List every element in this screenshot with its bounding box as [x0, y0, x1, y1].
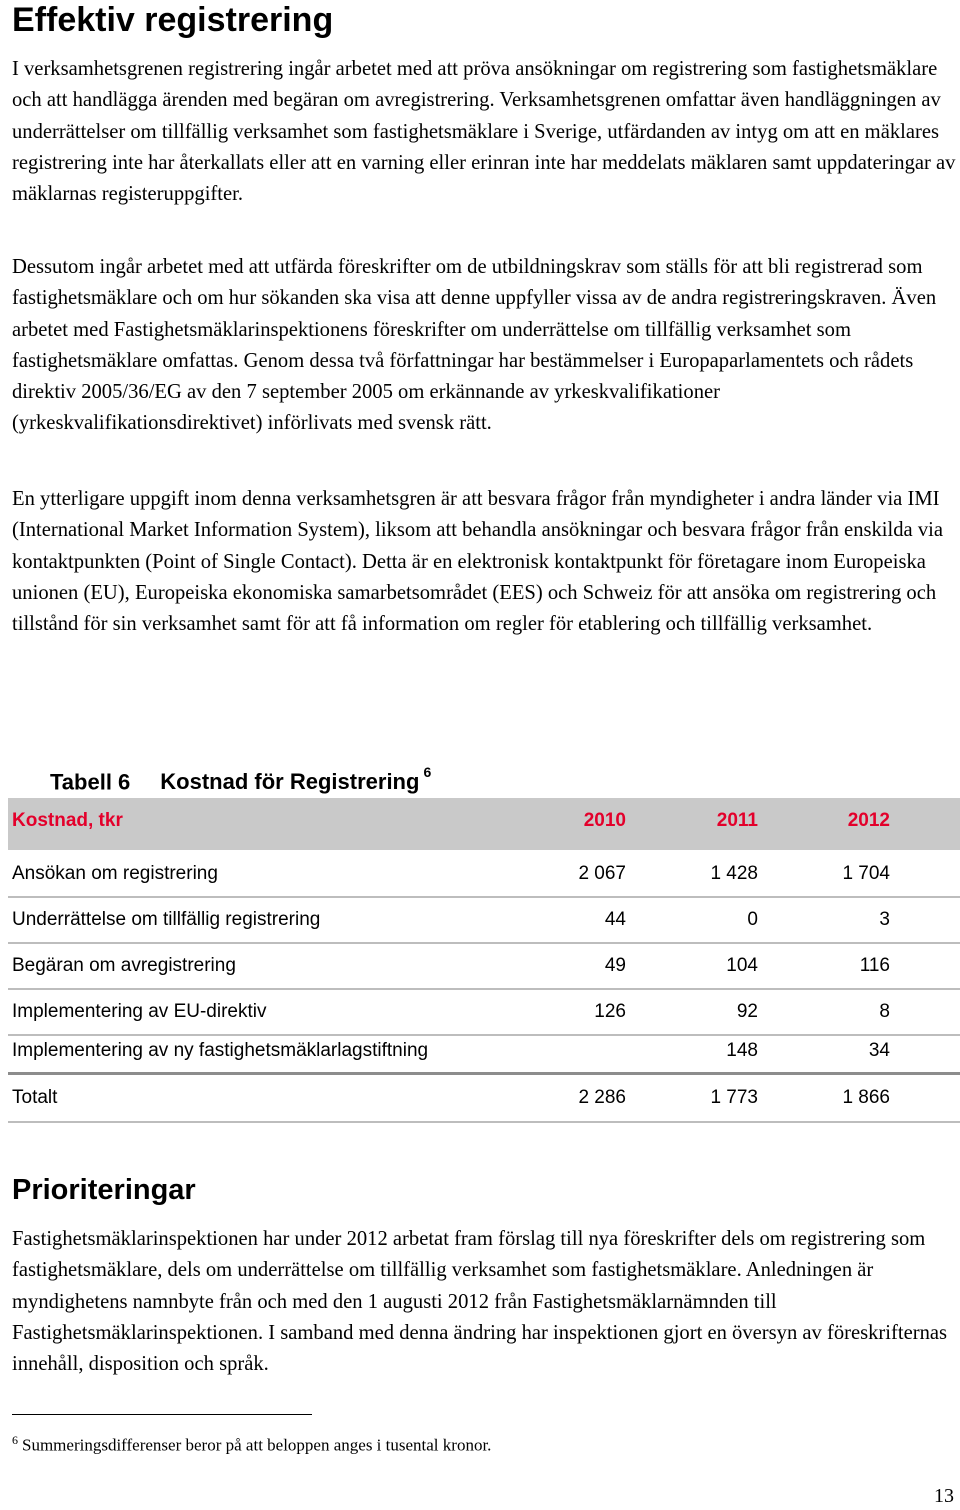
cell-2011: 148 — [726, 1040, 758, 1061]
cell-2012: 3 — [879, 909, 890, 930]
table-total-row — [8, 1075, 960, 1123]
header-cell-2012: 2012 — [847, 810, 890, 831]
header-cell-label: Kostnad, tkr — [12, 810, 123, 831]
cell-2010: 2 067 — [578, 863, 626, 884]
paragraph-priorities: Fastighetsmäklarinspektionen har under 2012 arbetat fram förslag till nya föreskrifter dels om registrering som fastighetsmäklare, dels om underrättelse om tillfällig verksamhet som fastighetsmäklare. Anledningen är myndighetens namnbyte från och med den 1 augusti 2012 från Fastighetsmäklarnämnden till Fastighetsmäklarinspektionen. I samband med denna ändring har inspektionen gjort en översyn av föreskrifternas innehåll, disposition och språk. — [12, 1228, 948, 1376]
cell-2010: 126 — [594, 1001, 626, 1022]
footnote-reference: 6 — [423, 764, 432, 780]
total-2010: 2 286 — [578, 1087, 626, 1108]
total-2011: 1 773 — [710, 1087, 758, 1108]
cell-2012: 116 — [859, 955, 890, 976]
paragraph-imi: En ytterligare uppgift inom denna verksamhetsgren är att besvara frågor från myndigheter i andra länder via IMI (International Market Information System), liksom att behandla ansökningar och besvara frågor från enskilda via kontaktpunkten (Point of Single Contact). Detta är en elektronisk kontaktpunkt för företagare inom Europeiska unionen (EU), Europeiska ekonomiska samarbetsområdet (EES) och Schweiz för att ansöka om registrering och tillstånd för sin verksamhet samt för att få information om regler för etablering och tillfällig verksamhet. — [12, 488, 943, 636]
row-label: Implementering av ny fastighetsmäklarlagstiftning — [12, 1040, 429, 1061]
page-number: 13 — [934, 1485, 954, 1507]
footnote-divider — [12, 1414, 312, 1415]
table-row — [8, 990, 960, 1036]
cell-2011: 92 — [736, 1001, 758, 1022]
total-2012: 1 866 — [842, 1087, 890, 1108]
cell-2012: 34 — [868, 1040, 890, 1061]
footnote — [12, 1428, 912, 1458]
section-heading-priorities: Prioriteringar — [12, 1174, 196, 1206]
cell-2011: 0 — [747, 909, 758, 930]
cell-2010: 44 — [604, 909, 626, 930]
footnote-text: Summeringsdifferenser beror på att beloppen anges i tusental kronor. — [22, 1435, 492, 1455]
table-row — [8, 944, 960, 990]
header-cell-2011: 2011 — [716, 810, 758, 831]
cell-2012: 1 704 — [842, 863, 890, 884]
cell-2011: 104 — [726, 955, 758, 976]
paragraph-intro: I verksamhetsgrenen registrering ingår arbetet med att pröva ansökningar om registrering som fastighetsmäklare och att handlägga ärenden med begäran om avregistrering. Verksamhetsgrenen omfattar även handläggningen av underrättelser om tillfällig verksamhet som fastighetsmäklare i Sverige, utfärdanden av intyg om att en mäklares registrering inte har återkallats eller att en varning eller erinran inte har meddelats mäklaren samt uppdateringar av mäklarnas registeruppgifter. — [12, 58, 956, 206]
cell-2011: 1 428 — [710, 863, 758, 884]
row-label: Ansökan om registrering — [12, 863, 218, 884]
table-caption-label: Tabell 6 — [50, 769, 131, 795]
paragraph-regulations: Dessutom ingår arbetet med att utfärda föreskrifter om de utbildningskrav som ställs för att bli registrerad som fastighetsmäklare och om hur sökanden ska visa att denne uppfyller vissa av de andra registreringskraven. Även arbetet med Fastighetsmäklarinspektionens föreskrifter om underrättelse om tillfällig verksamhet som fastighetsmäklare omfattas. Genom dessa två författningar har bestämmelser i Europaparlamentets och rådets direktiv 2005/36/EG av den 7 september 2005 om erkännande av yrkeskvalifikationer (yrkeskvalifikationsdirektivet) införlivats med svensk rätt. — [12, 256, 937, 435]
row-label: Underrättelse om tillfällig registrering — [12, 909, 321, 930]
total-label: Totalt — [12, 1087, 58, 1108]
cost-table — [8, 798, 960, 1123]
table-caption-title: Kostnad för Registrering — [160, 769, 420, 795]
table-row — [8, 850, 960, 898]
table-row — [8, 1036, 960, 1075]
footnote-number: 6 — [12, 1433, 18, 1447]
header-cell-2010: 2010 — [583, 810, 626, 831]
table-row — [8, 898, 960, 944]
page-title: Effektiv registrering — [12, 1, 334, 39]
cell-2010: 49 — [604, 955, 626, 976]
row-label: Implementering av EU-direktiv — [12, 1001, 267, 1022]
row-label: Begäran om avregistrering — [12, 955, 236, 976]
table-header-row — [8, 798, 960, 850]
table-caption — [50, 760, 431, 798]
cell-2012: 8 — [879, 1001, 890, 1022]
